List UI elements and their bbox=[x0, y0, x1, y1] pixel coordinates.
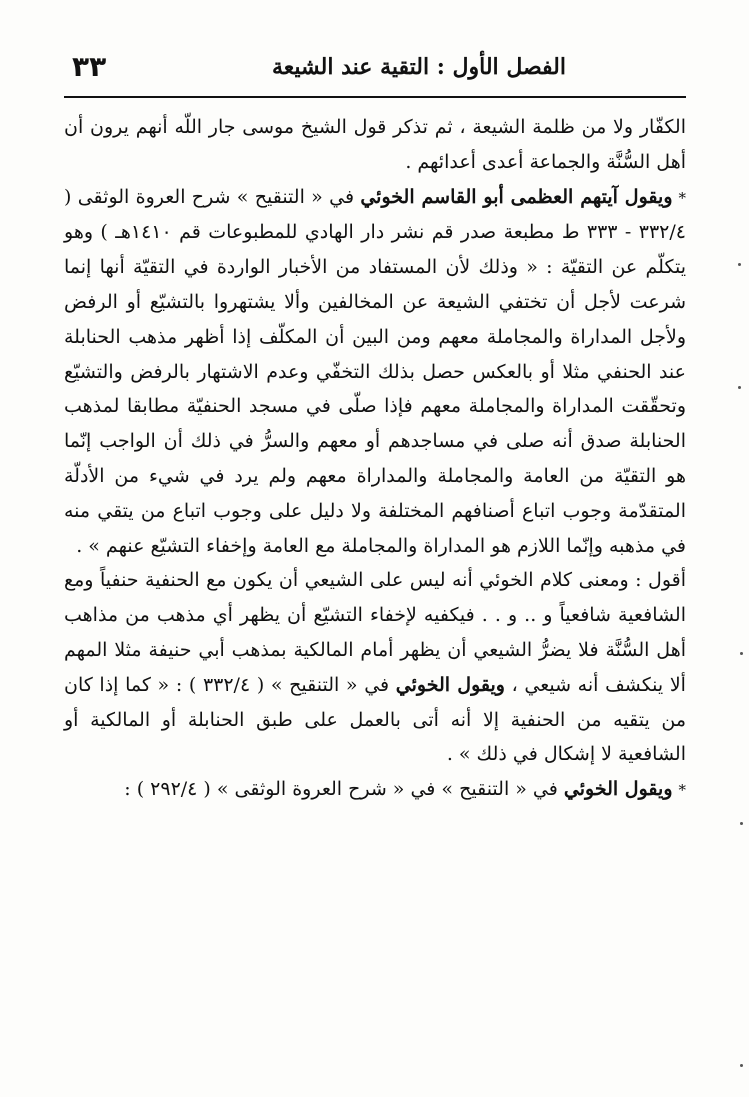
paragraph-text: الكفّار ولا من ظلمة الشيعة ، ثم تذكر قول الشيخ موسى جار اللّه أنهم يرون أن أهل السُّنَّة والجماعة أعدى أعدائهم . bbox=[64, 116, 686, 173]
paragraph-khoei-quote bbox=[64, 180, 686, 564]
paragraph-text: في « التنقيح » شرح العروة الوثقى ( ٣٣٢/٤ - ٣٣٣ ط مطبعة صدر قم نشر دار الهادي للمطبوعات قم ١٤١٠هـ ) وهو يتكلّم عن التقيّة : « وذلك لأن المستفاد من الأخبار الواردة في التقيّة أنها إنما شرعت لأجل أن تختفي الشيعة عن المخالفين وألا يشتهروا بالتشيّع أو الرفض ولأجل المداراة والمجاملة معهم ومن البين أن المكلّف إذا أظهر مذهب الحنابلة عند الحنفي مثلا أو بالعكس حصل بذلك التخفّي وعدم الاشتهار بالرفض والتشيّع وتحقّقت المداراة والمجاملة معهم فإذا صلّى في مسجد الحنفيّة مطابقا لمذهب الحنابلة صدق أنه صلى في مساجدهم أو معهم والسرُّ في ذلك أن الواجب إنّما هو التقيّة من العامة والمجاملة والمداراة معهم ولم يرد في شيء من الأدلّة المتقدّمة وجوب اتباع أصنافهم المختلفة ولا دليل على وجوب اتباع من يتقي منه في مذهبه وإنّما اللازم هو المداراة والمجاملة مع العامة وإخفاء التشيّع عنهم » . bbox=[64, 185, 686, 557]
paragraph-text: في « التنقيح » في « شرح العروة الوثقى » ( ٢٩٢/٤ ) : bbox=[124, 778, 564, 801]
paragraph-continuation bbox=[64, 110, 686, 180]
scan-speck bbox=[738, 386, 741, 389]
bold-lead: ويقول الخوئي bbox=[563, 778, 673, 801]
paragraph-text: في « التنقيح » ( ٣٣٢/٤ ) : « كما إذا كان من يتقيه من الحنفية إلا أنه أتى بالعمل على طبق الحنابلة أو المالكية أو الشافعية لا إشكال في ذلك » . bbox=[64, 673, 686, 766]
bold-lead: ويقول آيتهم العظمى أبو القاسم الخوئي bbox=[360, 185, 673, 208]
header-rule bbox=[64, 96, 686, 98]
scan-speck bbox=[740, 652, 743, 655]
asterisk-bullet: * bbox=[678, 781, 686, 800]
scan-speck bbox=[740, 1064, 743, 1067]
bold-inline: ويقول الخوئي bbox=[395, 673, 505, 696]
paragraph-text: أقول : ومعنى كلام الخوئي أنه ليس على الشيعي أن يكون مع الحنفية حنفياً ومع الشافعية شافعياً و .. و . . فيكفيه لإخفاء التشيّع أن يظهر أي مذهب من مذاهب أهل السُّنَّة فلا يضرُّ الشيعي أن يظهر أمام المالكية بمذهب أبي حنيفة مثلا المهم ألا ينكشف أنه شيعي ، bbox=[64, 569, 686, 696]
paragraph-author-comment bbox=[64, 563, 686, 772]
scan-speck bbox=[738, 263, 741, 266]
scan-speck bbox=[740, 822, 743, 825]
page-header bbox=[64, 50, 686, 96]
paragraph-khoei-second bbox=[64, 772, 686, 808]
page-number: ٣٣ bbox=[72, 50, 107, 83]
page-body bbox=[64, 110, 686, 808]
running-title: الفصل الأول : التقية عند الشيعة bbox=[271, 54, 566, 80]
asterisk-bullet: * bbox=[678, 188, 686, 207]
